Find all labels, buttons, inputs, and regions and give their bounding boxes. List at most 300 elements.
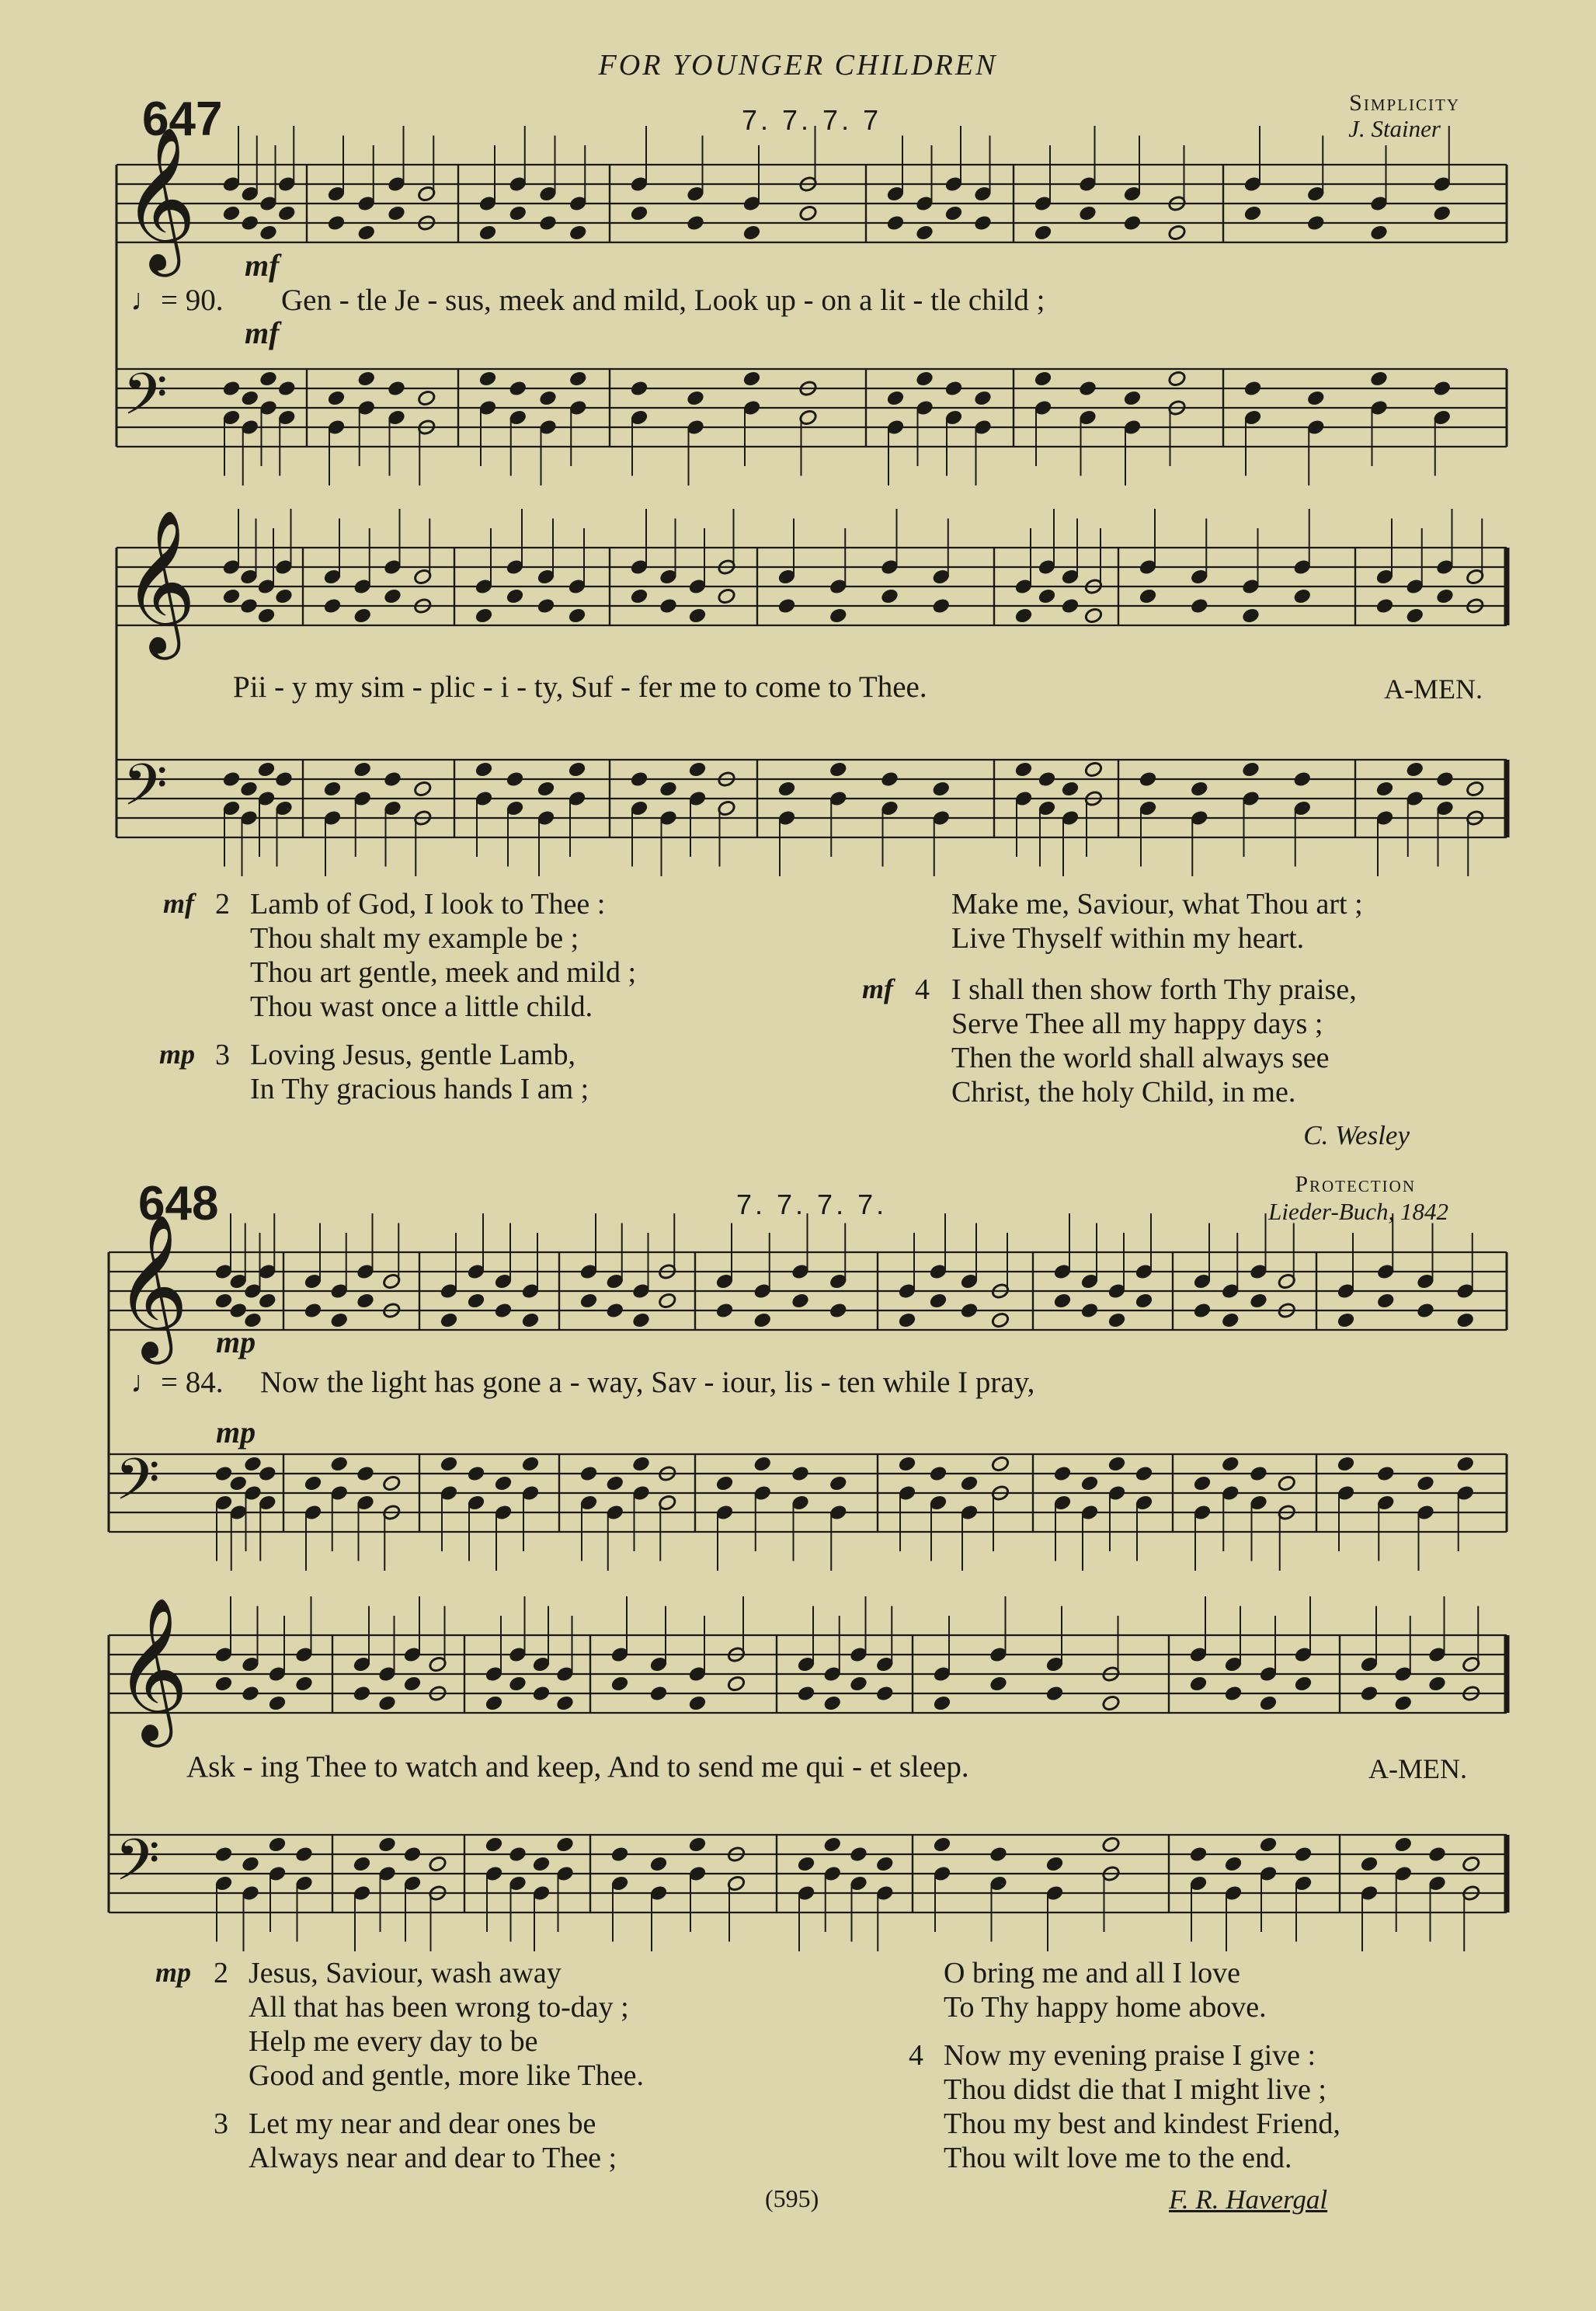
note-head xyxy=(356,1292,374,1309)
note-head xyxy=(294,1675,313,1692)
tempo-marking: ♩= 84. xyxy=(130,1366,224,1399)
verse-line: Good and gentle, more like Thee. xyxy=(249,2059,644,2092)
note-head xyxy=(1107,1311,1126,1328)
note-head xyxy=(222,771,241,788)
note-head xyxy=(1369,370,1388,387)
note-head xyxy=(1078,380,1097,397)
note-head xyxy=(1406,607,1424,624)
note-head xyxy=(1221,1455,1240,1472)
bass-clef-icon: 𝄢 xyxy=(123,360,168,443)
note-head xyxy=(506,771,524,788)
verse-dynamic: mp xyxy=(159,1039,196,1070)
note-head xyxy=(568,760,586,778)
note-head xyxy=(1416,1302,1434,1319)
note-head xyxy=(1293,771,1312,788)
note-head xyxy=(1278,1474,1296,1491)
lyrics-line: Ask - ing Thee to watch and keep, And to send me qui - et sleep. xyxy=(186,1750,969,1784)
note-head xyxy=(323,780,342,797)
note-head xyxy=(1306,214,1325,231)
note-head xyxy=(1337,1311,1355,1328)
note-head xyxy=(742,370,761,387)
verse-block xyxy=(944,1956,1267,2024)
note-head xyxy=(229,1302,248,1319)
note-head xyxy=(823,1694,842,1711)
note-head xyxy=(991,1311,1010,1328)
note-head xyxy=(478,224,497,241)
note-head xyxy=(933,1694,951,1711)
note-head xyxy=(521,1311,540,1328)
note-head xyxy=(777,597,796,614)
note-head xyxy=(649,1855,668,1872)
dynamic-marking: mf xyxy=(245,315,280,350)
note-head xyxy=(357,224,376,241)
note-head xyxy=(1243,380,1262,397)
note-head xyxy=(829,760,847,778)
note-head xyxy=(1190,780,1208,797)
verse-line: I shall then show forth Thy praise, xyxy=(951,973,1357,1006)
lyrics-line: Gen - tle Je - sus, meek and mild, Look up - on a lit - tle child ; xyxy=(281,284,1045,317)
verse-line: Make me, Saviour, what Thou art ; xyxy=(951,888,1363,921)
note-head xyxy=(944,204,963,221)
note-head xyxy=(1376,1292,1395,1309)
note-head xyxy=(277,380,296,397)
note-head xyxy=(630,771,648,788)
note-head xyxy=(382,1474,401,1491)
note-head xyxy=(777,780,796,797)
dynamic-marking: mp xyxy=(216,1324,256,1359)
note-head xyxy=(1394,1836,1413,1853)
note-head xyxy=(258,1465,276,1482)
note-head xyxy=(932,597,951,614)
note-head xyxy=(1135,1292,1153,1309)
note-head xyxy=(356,1465,374,1482)
note-head xyxy=(1034,370,1052,387)
amen: A-MEN. xyxy=(1384,673,1483,705)
note-head xyxy=(753,1455,772,1472)
note-head xyxy=(829,1302,847,1319)
note-head xyxy=(440,1455,458,1472)
note-head xyxy=(1061,597,1080,614)
note-head xyxy=(1241,607,1260,624)
verse-number: 2 xyxy=(215,888,230,921)
note-head xyxy=(257,607,276,624)
note-head xyxy=(1045,1855,1064,1872)
note-head xyxy=(1123,214,1142,231)
running-head: FOR YOUNGER CHILDREN xyxy=(598,49,998,82)
note-head xyxy=(1456,1455,1475,1472)
note-head xyxy=(537,597,555,614)
note-head xyxy=(323,597,342,614)
verse-line: Serve Thee all my happy days ; xyxy=(951,1008,1323,1040)
note-head xyxy=(1241,760,1260,778)
note-head xyxy=(239,780,258,797)
note-head xyxy=(1080,1474,1099,1491)
note-head xyxy=(383,587,402,604)
note-head xyxy=(849,1846,868,1863)
note-head xyxy=(508,1675,527,1692)
note-head xyxy=(538,389,557,406)
note-head xyxy=(330,1455,349,1472)
treble-clef-icon: 𝄞 xyxy=(115,1596,189,1741)
note-head xyxy=(353,760,372,778)
note-head xyxy=(403,1675,422,1692)
note-head xyxy=(1107,1455,1126,1472)
note-head xyxy=(229,1474,248,1491)
note-head xyxy=(742,224,761,241)
note-head xyxy=(1224,1855,1243,1872)
note-head xyxy=(1456,1311,1475,1328)
note-head xyxy=(1167,370,1186,387)
note-head xyxy=(886,214,905,231)
note-head xyxy=(1369,224,1388,241)
note-head xyxy=(258,1292,276,1309)
lyrics-line: Now the light has gone a - way, Sav - iour, lis - ten while I pray, xyxy=(260,1366,1035,1399)
note-head xyxy=(494,1302,513,1319)
verse-line: O bring me and all I love xyxy=(944,1957,1241,1989)
note-head xyxy=(555,1694,574,1711)
note-head xyxy=(403,1846,422,1863)
verse-block xyxy=(951,887,1363,955)
note-head xyxy=(377,1836,396,1853)
note-head xyxy=(508,1846,527,1863)
note-head xyxy=(294,1846,313,1863)
verse-line: Then the world shall always see xyxy=(951,1042,1330,1074)
note-head xyxy=(239,597,258,614)
note-head xyxy=(944,380,963,397)
verse-line: Help me every day to be xyxy=(249,2025,538,2058)
note-head xyxy=(933,1836,951,1853)
note-head xyxy=(631,1455,650,1472)
note-head xyxy=(915,224,934,241)
note-head xyxy=(304,1302,322,1319)
verse-line: Christ, the holy Child, in me. xyxy=(951,1076,1296,1109)
note-head xyxy=(268,1836,287,1853)
note-head xyxy=(1135,1465,1153,1482)
note-head xyxy=(1306,389,1325,406)
note-head xyxy=(327,214,346,231)
note-head xyxy=(875,1855,894,1872)
note-head xyxy=(353,1855,371,1872)
note-head xyxy=(1078,204,1097,221)
note-head xyxy=(797,1685,815,1702)
note-head xyxy=(1193,1302,1212,1319)
note-head xyxy=(791,1292,809,1309)
note-head xyxy=(1375,780,1394,797)
note-head xyxy=(467,1292,485,1309)
note-head xyxy=(475,607,493,624)
note-head xyxy=(1101,1836,1120,1853)
note-head xyxy=(383,771,402,788)
note-head xyxy=(929,1292,948,1309)
note-head xyxy=(1123,389,1142,406)
note-head xyxy=(259,370,277,387)
bass-clef-icon: 𝄢 xyxy=(123,751,168,834)
note-head xyxy=(428,1855,447,1872)
note-head xyxy=(569,224,587,241)
note-head xyxy=(932,780,951,797)
tune-name: Protection xyxy=(1295,1171,1416,1197)
verse-line: Loving Jesus, gentle Lamb, xyxy=(250,1039,575,1071)
verse-line: Thou wilt love me to the end. xyxy=(944,2142,1292,2174)
verse-line: Let my near and dear ones be xyxy=(249,2107,596,2140)
verse-dynamic: mf xyxy=(862,973,893,1004)
note-head xyxy=(1249,1292,1267,1309)
note-head xyxy=(277,204,296,221)
note-head xyxy=(798,204,817,221)
verse-dynamic: mf xyxy=(163,888,194,919)
note-head xyxy=(222,380,241,397)
note-head xyxy=(222,587,241,604)
note-head xyxy=(610,1675,629,1692)
note-head xyxy=(569,370,587,387)
verse-line: All that has been wrong to-day ; xyxy=(249,1991,629,2024)
note-head xyxy=(568,607,586,624)
note-head xyxy=(606,1302,624,1319)
verse-line: Jesus, Saviour, wash away xyxy=(249,1957,562,1989)
note-head xyxy=(537,780,555,797)
verse-line: Thou art gentle, meek and mild ; xyxy=(250,956,637,989)
note-head xyxy=(506,587,524,604)
hymn-number: 648 xyxy=(138,1177,219,1230)
verse-dynamic: mp xyxy=(155,1957,192,1988)
note-head xyxy=(606,1474,624,1491)
note-head xyxy=(688,760,707,778)
note-head xyxy=(485,1836,503,1853)
note-head xyxy=(579,1465,598,1482)
note-head xyxy=(688,607,707,624)
note-head xyxy=(717,587,735,604)
note-head xyxy=(1376,1465,1395,1482)
note-head xyxy=(973,389,992,406)
note-head xyxy=(357,370,376,387)
note-head xyxy=(1045,1685,1064,1702)
verse-number: 4 xyxy=(909,2039,923,2072)
note-head xyxy=(214,1675,233,1692)
crotchet-icon: ♩ xyxy=(130,284,161,317)
note-head xyxy=(753,1311,772,1328)
note-head xyxy=(257,760,276,778)
note-head xyxy=(1427,1846,1446,1863)
note-head xyxy=(1243,204,1262,221)
note-head xyxy=(659,597,677,614)
note-head xyxy=(849,1675,868,1692)
note-head xyxy=(1435,587,1454,604)
treble-clef-icon: 𝄞 xyxy=(123,508,196,653)
note-head xyxy=(610,1846,629,1863)
note-head xyxy=(989,1675,1007,1692)
note-head xyxy=(1433,204,1452,221)
note-head xyxy=(538,214,557,231)
bass-clef-icon: 𝄢 xyxy=(115,1826,160,1909)
note-head xyxy=(327,389,346,406)
verse-number: 4 xyxy=(915,973,930,1006)
note-head xyxy=(1406,760,1424,778)
note-head xyxy=(727,1675,746,1692)
verse-number: 2 xyxy=(214,1957,228,1989)
verse-line: Lamb of God, I look to Thee : xyxy=(250,888,606,921)
hymn-meter: 7. 7. 7. 7. xyxy=(736,1189,888,1220)
note-head xyxy=(521,1455,540,1472)
note-head xyxy=(1294,1675,1313,1692)
treble-clef-icon: 𝄞 xyxy=(115,1213,189,1358)
note-head xyxy=(494,1474,513,1491)
note-head xyxy=(631,1311,650,1328)
note-head xyxy=(467,1465,485,1482)
note-head xyxy=(1080,1302,1099,1319)
note-head xyxy=(440,1311,458,1328)
note-head xyxy=(485,1694,503,1711)
note-head xyxy=(1394,1694,1413,1711)
note-head xyxy=(630,587,648,604)
note-head xyxy=(353,1685,371,1702)
note-head xyxy=(532,1855,551,1872)
note-head xyxy=(241,1685,259,1702)
note-head xyxy=(1466,780,1484,797)
tune-name: Simplicity xyxy=(1349,90,1460,116)
note-head xyxy=(478,370,497,387)
note-head xyxy=(1462,1855,1480,1872)
verse-line: In Thy gracious hands I am ; xyxy=(250,1073,589,1105)
verse-line: Thou shalt my example be ; xyxy=(250,922,579,955)
hymn-meter: 7. 7. 7. 7 xyxy=(742,104,882,136)
note-head xyxy=(1259,1694,1278,1711)
note-head xyxy=(659,780,677,797)
verse-number: 3 xyxy=(214,2107,228,2140)
note-head xyxy=(886,389,905,406)
note-head xyxy=(1294,1846,1313,1863)
note-head xyxy=(898,1455,916,1472)
dynamic-marking: mp xyxy=(216,1415,256,1450)
note-head xyxy=(1193,1474,1212,1491)
note-head xyxy=(1061,780,1080,797)
dynamic-marking: mf xyxy=(245,248,280,283)
note-head xyxy=(353,607,372,624)
note-head xyxy=(1337,1455,1355,1472)
note-head xyxy=(330,1311,349,1328)
note-head xyxy=(1360,1685,1379,1702)
note-head xyxy=(1167,224,1186,241)
text-author: C. Wesley xyxy=(1303,1120,1410,1150)
note-head xyxy=(880,587,899,604)
note-head xyxy=(222,204,241,221)
note-head xyxy=(241,1855,259,1872)
note-head xyxy=(579,1292,598,1309)
bass-clef-icon: 𝄢 xyxy=(115,1446,160,1528)
note-head xyxy=(630,204,648,221)
note-head xyxy=(1053,1292,1072,1309)
note-head xyxy=(243,1455,262,1472)
note-head xyxy=(387,204,405,221)
note-head xyxy=(1189,1846,1208,1863)
note-head xyxy=(1139,587,1157,604)
tempo-marking: ♩= 90. xyxy=(130,284,224,317)
verse-line: Thou wast once a little child. xyxy=(250,990,593,1023)
note-head xyxy=(1053,1465,1072,1482)
note-head xyxy=(509,204,527,221)
note-head xyxy=(214,1292,233,1309)
note-head xyxy=(1014,607,1033,624)
note-head xyxy=(1189,1675,1208,1692)
note-head xyxy=(686,389,704,406)
note-head xyxy=(688,1694,707,1711)
verse-line: Thou my best and kindest Friend, xyxy=(944,2107,1340,2140)
note-head xyxy=(1038,587,1056,604)
note-head xyxy=(532,1685,551,1702)
note-head xyxy=(1101,1694,1120,1711)
note-head xyxy=(929,1465,948,1482)
hymn-number: 647 xyxy=(142,92,223,146)
note-head xyxy=(1375,597,1394,614)
note-head xyxy=(304,1474,322,1491)
note-head xyxy=(875,1685,894,1702)
note-head xyxy=(268,1694,287,1711)
note-head xyxy=(214,1846,233,1863)
note-head xyxy=(555,1836,574,1853)
note-head xyxy=(1224,1685,1243,1702)
verse-line: Always near and dear to Thee ; xyxy=(249,2142,617,2174)
verse-number: 3 xyxy=(215,1039,230,1071)
note-head xyxy=(797,1855,815,1872)
note-head xyxy=(387,380,405,397)
note-head xyxy=(1014,760,1033,778)
note-head xyxy=(259,224,277,241)
note-head xyxy=(1084,760,1103,778)
note-head xyxy=(960,1474,979,1491)
verse-line: To Thy happy home above. xyxy=(944,1991,1267,2024)
note-head xyxy=(960,1302,979,1319)
note-head xyxy=(377,1694,396,1711)
text-author: F. R. Havergal xyxy=(1169,2184,1328,2215)
note-head xyxy=(880,771,899,788)
note-head xyxy=(1259,1836,1278,1853)
note-head xyxy=(241,389,259,406)
amen: A-MEN. xyxy=(1368,1753,1467,1784)
page-number: (595) xyxy=(765,2184,819,2212)
note-head xyxy=(509,380,527,397)
note-head xyxy=(1038,771,1056,788)
note-head xyxy=(241,214,259,231)
note-head xyxy=(829,1474,847,1491)
note-head xyxy=(1433,380,1452,397)
note-head xyxy=(417,389,436,406)
note-head xyxy=(413,780,432,797)
note-head xyxy=(274,587,293,604)
note-head xyxy=(898,1311,916,1328)
crotchet-icon: ♩ xyxy=(130,1366,161,1399)
note-head xyxy=(823,1836,842,1853)
note-head xyxy=(1416,1474,1434,1491)
note-head xyxy=(630,380,648,397)
note-head xyxy=(1249,1465,1267,1482)
note-head xyxy=(715,1302,734,1319)
note-head xyxy=(649,1685,668,1702)
note-head xyxy=(791,1465,809,1482)
note-head xyxy=(658,1292,676,1309)
note-head xyxy=(274,771,293,788)
note-head xyxy=(1084,607,1103,624)
note-head xyxy=(214,1465,233,1482)
note-head xyxy=(1221,1311,1240,1328)
verse-line: Thou didst die that I might live ; xyxy=(944,2073,1327,2106)
note-head xyxy=(989,1846,1007,1863)
note-head xyxy=(1190,597,1208,614)
note-head xyxy=(1293,587,1312,604)
note-head xyxy=(1139,771,1157,788)
note-head xyxy=(1435,771,1454,788)
note-head xyxy=(1034,224,1052,241)
lyrics-line: Pii - y my sim - plic - i - ty, Suf - fer me to come to Thee. xyxy=(233,670,927,704)
note-head xyxy=(973,214,992,231)
